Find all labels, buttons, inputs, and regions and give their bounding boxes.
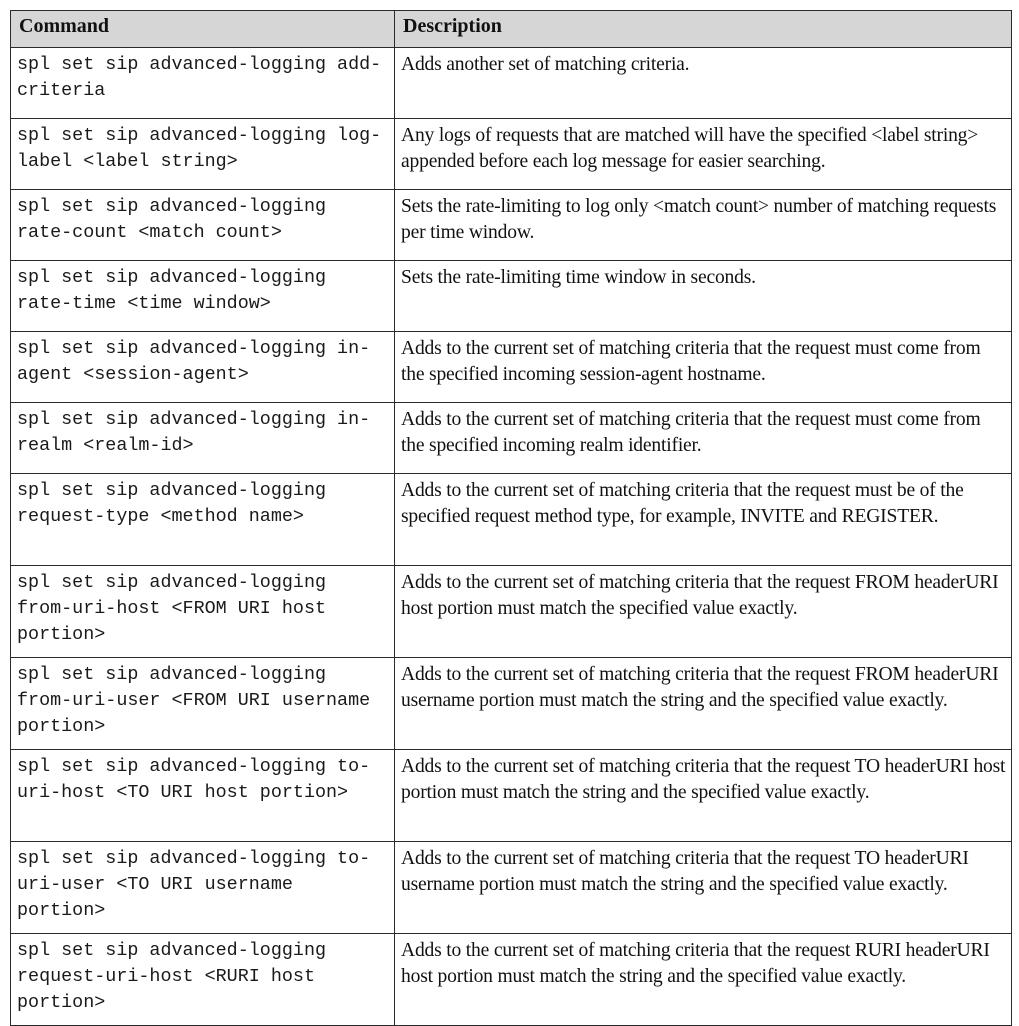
table-row [11,750,1012,842]
table-row [11,119,1012,190]
table-row [11,842,1012,934]
table-row [11,261,1012,332]
table-row [11,403,1012,474]
command-cell: spl set sip advanced-logging from-uri-user <FROM URI username portion> [11,658,395,750]
description-cell: Adds to the current set of matching criteria that the request TO headerURI username portion must match the string and the specified value exactly. [395,842,1012,934]
table-row [11,332,1012,403]
table-row [11,474,1012,566]
command-cell: spl set sip advanced-logging rate-time <time window> [11,261,395,332]
table-header-row [11,11,1012,48]
command-cell: spl set sip advanced-logging to-uri-user <TO URI username portion> [11,842,395,934]
description-cell: Sets the rate-limiting time window in seconds. [395,261,1012,332]
description-cell: Adds to the current set of matching criteria that the request FROM headerURI username portion must match the string and the specified value exactly. [395,658,1012,750]
command-cell: spl set sip advanced-logging from-uri-host <FROM URI host portion> [11,566,395,658]
description-cell: Adds to the current set of matching criteria that the request TO headerURI host portion must match the string and the specified value exactly. [395,750,1012,842]
command-cell: spl set sip advanced-logging in-realm <realm-id> [11,403,395,474]
description-cell: Adds to the current set of matching criteria that the request RURI headerURI host portion must match the string and the specified value exactly. [395,934,1012,1026]
command-cell: spl set sip advanced-logging to-uri-host <TO URI host portion> [11,750,395,842]
command-cell: spl set sip advanced-logging in-agent <session-agent> [11,332,395,403]
table-row [11,658,1012,750]
command-cell: spl set sip advanced-logging request-uri-host <RURI host portion> [11,934,395,1026]
description-cell: Adds another set of matching criteria. [395,48,1012,119]
table-row [11,934,1012,1026]
command-cell: spl set sip advanced-logging request-type <method name> [11,474,395,566]
command-table [10,10,1012,1026]
description-cell: Any logs of requests that are matched will have the specified <label string> appended before each log message for easier searching. [395,119,1012,190]
description-column-header: Description [395,11,1012,48]
table-row [11,566,1012,658]
command-cell: spl set sip advanced-logging add-criteria [11,48,395,119]
description-cell: Adds to the current set of matching criteria that the request must come from the specified incoming realm identifier. [395,403,1012,474]
description-cell: Sets the rate-limiting to log only <match count> number of matching requests per time window. [395,190,1012,261]
description-cell: Adds to the current set of matching criteria that the request must come from the specified incoming session-agent hostname. [395,332,1012,403]
table-row [11,48,1012,119]
command-column-header: Command [11,11,395,48]
command-cell: spl set sip advanced-logging rate-count <match count> [11,190,395,261]
description-cell: Adds to the current set of matching criteria that the request must be of the specified request method type, for example, INVITE and REGISTER. [395,474,1012,566]
description-cell: Adds to the current set of matching criteria that the request FROM headerURI host portion must match the specified value exactly. [395,566,1012,658]
table-row [11,190,1012,261]
command-cell: spl set sip advanced-logging log-label <label string> [11,119,395,190]
